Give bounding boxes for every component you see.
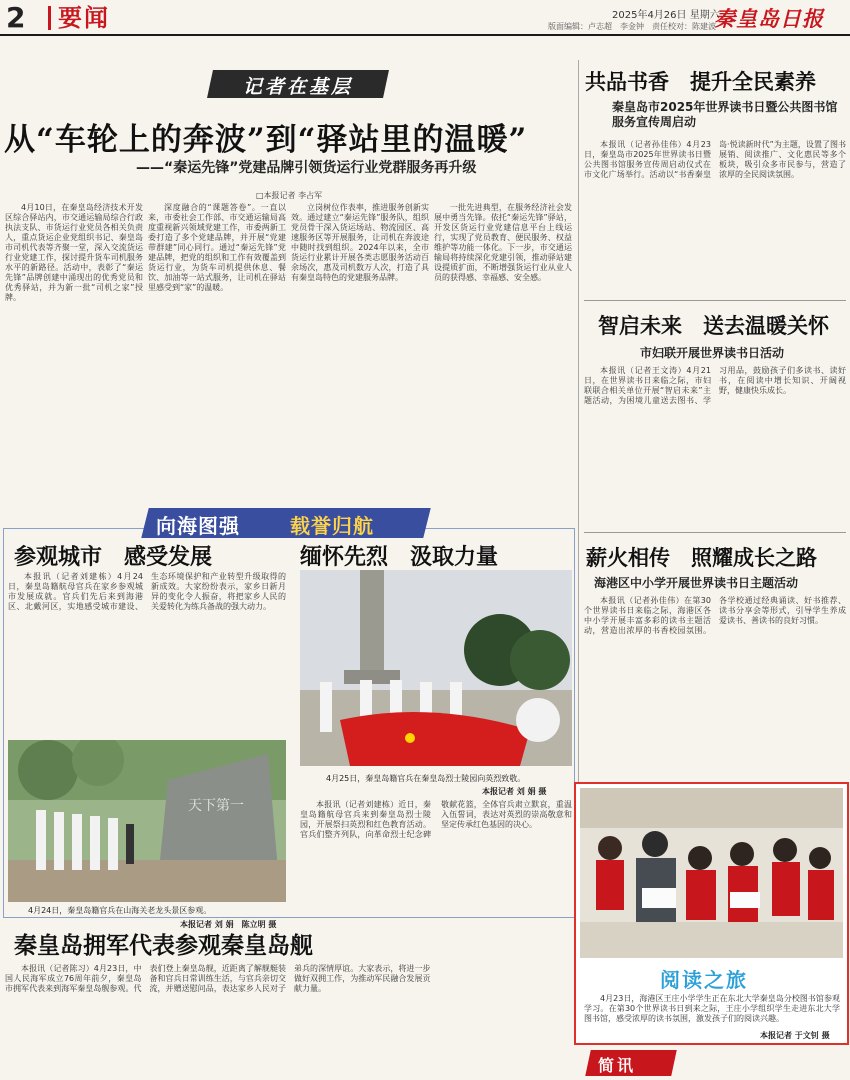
story-right-body: 本报讯（记者刘建栋）近日，秦皇岛籍航母官兵来到秦皇岛烈士陵园，开展祭扫英烈和红色教育活动。官兵们整齐列队，向革命烈士纪念碑敬献花篮，全体官兵肃立默哀，重温入伍誓词，表达对英烈的崇高敬意和坚定传承红色基因的决心。 xyxy=(300,800,572,839)
highlight-title: 阅读之旅 xyxy=(660,968,748,992)
right2-body: 本报讯（记者王文涛）4月21日，在世界读书日来临之际，市妇联联合相关单位开展“智启未来”主题活动，为困境儿童送去图书、学习用品，鼓励孩子们多读书、读好书，在阅读中增长知识、开阔视野，健康快乐成长。 xyxy=(584,366,846,405)
svg-text:天下第一: 天下第一 xyxy=(188,798,244,814)
lead-column-2: 深度融合的“课题答卷”。一直以来，市委社会工作部、市交通运输局高度重视新兴领域党建工作，市委两新工委打造了多个党建品牌，并开展“党建带群建”同心同行。通过“秦运先锋”党建品牌，把党的组织和工作有效覆盖到货运行业，为货车司机提供休息、餐饮、加油等一站式服务，让司机在驿站里感受到“家”的温暖。 xyxy=(148,203,286,292)
lead-column-1: 4月10日，在秦皇岛经济技术开发区综合驿站内，市交通运输局综合行政执法支队、市货运行业党员各相关负责人，重点货运企业党组织书记、秦皇岛市司机代表等齐聚一堂，深入交流货运行业党建工作，探讨提升货车司机服务水平的新路径。活动中，表彰了“秦运先锋”品牌创建中涌现出的优秀党员和优秀驿站，并为新一批“司机之家”授牌。 xyxy=(5,203,143,302)
right-divider-1 xyxy=(584,300,846,301)
highlight-credit: 本报记者 于文钊 摄 xyxy=(760,1031,830,1040)
story-right-headline: 缅怀先烈 汲取力量 xyxy=(300,544,499,570)
monument-photo xyxy=(8,740,286,902)
right3-headline: 薪火相传 照耀成长之路 xyxy=(586,545,817,570)
right-divider-2 xyxy=(584,532,846,533)
story-right-caption: 4月25日，秦皇岛籍官兵在秦皇岛烈士陵园向英烈致敬。 xyxy=(326,774,526,783)
newspaper-logo: 秦皇岛日报 xyxy=(714,6,824,31)
story-right-credit: 本报记者 刘 娟 摄 xyxy=(482,787,547,796)
kicker-label: 记者在基层 xyxy=(242,76,353,98)
page-number: 2 xyxy=(6,1,26,34)
lead-column-4: 一批先进典型，在服务经济社会发展中勇当先锋。依托“秦运先锋”驿站，开发区货运行业党建信息平台上线运行，实现了党员教育、便民服务、权益维护等功能一体化。下一步，市交通运输局将持续深化党建引领，推动驿站建设提质扩面，不断增强货运行业从业人员的获得感、幸福感、安全感。 xyxy=(434,203,572,282)
section-bar xyxy=(48,6,51,30)
issue-date: 2025年4月26日 星期六 xyxy=(612,10,720,21)
reading-photo xyxy=(580,788,843,958)
right1-subheadline: 秦皇岛市2025年世界读书日暨公共图书馆服务宣传周启动 xyxy=(612,100,838,129)
lead-column-3: 立岗树位作表率，推进服务创新实效。通过建立“秦运先锋”服务队，组织党员骨干深入货运场站、物流园区、高速服务区等开展服务，让司机在奔波途中随时找到组织。2024年以来，全市货运行业累计开展各类志愿服务活动百余场次，惠及司机数万人次，打造了具有秦皇岛特色的党建服务品牌。 xyxy=(291,203,429,282)
story-left-caption: 4月24日，秦皇岛籍官兵在山海关老龙头景区参观。 xyxy=(28,906,212,915)
right3-subheadline: 海港区中小学开展世界读书日主题活动 xyxy=(594,576,799,590)
bottom-body: 本报讯（记者陈习）4月23日，中国人民海军成立76周年前夕，秦皇岛市拥军代表来到海军秦皇岛舰参观。代表们登上秦皇岛舰，近距离了解舰艇装备和官兵日常训练生活，与官兵亲切交流，并赠送慰问品，表达家乡人民对子弟兵的深情厚谊。大家表示，将进一步做好双拥工作，为推动军民融合发展贡献力量。 xyxy=(5,964,431,993)
memorial-photo xyxy=(300,570,572,766)
lead-byline: □本报记者 李占军 xyxy=(256,191,323,200)
right1-headline: 共品书香 提升全民素养 xyxy=(585,69,816,94)
story-left-headline: 参观城市 感受发展 xyxy=(14,544,213,570)
banner-text-b: 载誉归航 xyxy=(290,514,374,538)
brief-label: 简讯 xyxy=(598,1056,637,1075)
story-left-credit: 本报记者 刘 娟 陈立明 摄 xyxy=(180,920,277,929)
staff-credits: 版面编辑：卢志超 李金钟 责任校对：陈建波 xyxy=(548,22,716,31)
bottom-headline: 秦皇岛拥军代表参观秦皇岛舰 xyxy=(14,932,313,959)
right2-subheadline: 市妇联开展世界读书日活动 xyxy=(640,346,785,360)
lead-subheadline: ——“秦运先锋”党建品牌引领货运行业党群服务再升级 xyxy=(136,160,477,176)
right1-body: 本报讯（记者孙佳伟）4月23日，秦皇岛市2025年世界读书日暨公共图书馆服务宣传周启动仪式在市文化广场举行。活动以“书香秦皇岛·悦读新时代”为主题，设置了图书展销、阅读推广、文化惠民等多个板块，吸引众多市民参与，营造了浓厚的全民阅读氛围。 xyxy=(584,140,846,179)
right3-body: 本报讯（记者孙佳伟）在第30个世界读书日来临之际，海港区各中小学开展丰富多彩的读书主题活动，营造出浓厚的书香校园氛围。各学校通过经典诵读、好书推荐、读书分享会等形式，引导学生养成爱读书、善读书的良好习惯。 xyxy=(584,596,846,635)
banner-text-a: 向海图强 xyxy=(156,514,240,538)
lead-headline: 从“车轮上的奔波”到“驿站里的温暖” xyxy=(4,122,528,158)
right2-headline: 智启未来 送去温暖关怀 xyxy=(598,313,829,338)
story-left-body: 本报讯（记者刘建栋）4月24日，秦皇岛籍航母官兵在家乡参观城市发展成就。官兵们先后来到海港区、北戴河区，实地感受城市建设、生态环境保护和产业转型升级取得的新成效。大家纷纷表示，家乡日新月异的变化令人振奋，将把家乡人民的关爱转化为练兵备战的强大动力。 xyxy=(8,572,286,611)
highlight-caption: 4月23日，海港区王庄小学学生正在东北大学秦皇岛分校图书馆参观学习。在第30个世界读书日到来之际，王庄小学组织学生走进东北大学图书馆，感受浓厚的读书氛围，激发孩子们的阅读兴趣。 xyxy=(584,994,840,1023)
section-title: 要闻 xyxy=(58,4,110,32)
